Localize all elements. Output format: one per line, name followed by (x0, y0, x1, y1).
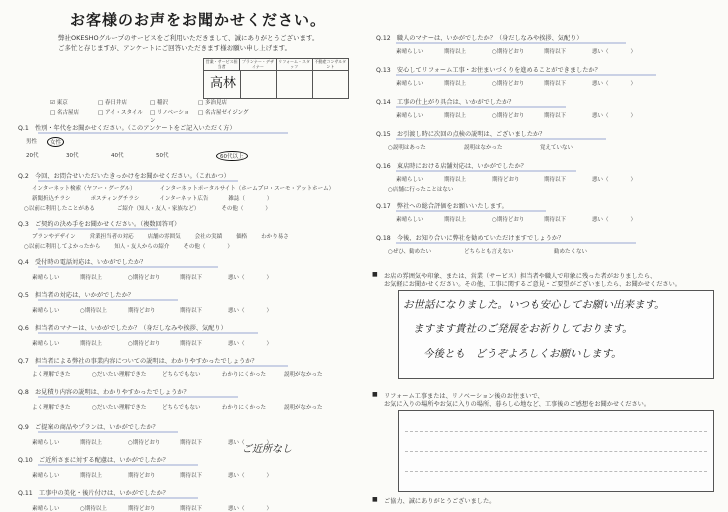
answer-option[interactable]: よく理解できた (32, 372, 71, 378)
answer-option[interactable]: 40代 (111, 153, 124, 159)
comment1-prompt-line1: お店の雰囲気や印象、または、営業（サービス）担当者や職人で印象に残った者がおりましたら、 (384, 273, 657, 280)
answer-option[interactable]: その他（ ） (221, 206, 271, 212)
comment2-prompt-line2: お気に入りの場所やお気に入りの場所、暮らし心地など、工事後のご感想をお聞かせください。 (384, 401, 651, 408)
answer-option[interactable]: 20代 (26, 153, 39, 159)
staff-header-sales: 営業・サービス担当者 (204, 59, 240, 70)
answer-option-selected[interactable]: ○期待どおり (128, 275, 161, 281)
answer-option[interactable]: 悪い（ ） (592, 113, 637, 119)
intro-line-2: ご多忙と存じますが、アンケートにご回答いただきます様お願い申し上げます。 (58, 44, 292, 52)
answer-option-selected[interactable]: ○期待どおり (128, 341, 161, 347)
answer-option[interactable]: 悪い（ ） (228, 473, 273, 479)
answer-option[interactable]: 期待以下 (180, 341, 203, 347)
answer-option[interactable]: 男性 (26, 139, 38, 145)
store-option[interactable]: □ 名古屋店 (50, 110, 79, 116)
question-q16: Q.16 東店時における店舗対応は、いかがでしたか？ (376, 163, 527, 170)
answer-option[interactable]: わかりにくかった (222, 405, 267, 411)
answer-option[interactable]: 期待どおり (128, 506, 156, 512)
answer-option[interactable]: 悪い（ ） (228, 440, 273, 446)
bullet-square: ■ (372, 496, 378, 503)
answer-option[interactable]: 期待以下 (180, 308, 203, 314)
answer-option[interactable]: 期待どおり (128, 308, 156, 314)
answer-option[interactable]: 悪い（ ） (228, 506, 273, 512)
answer-option[interactable]: 素晴らしい (32, 275, 60, 281)
answer-option[interactable]: インターネット検索（ヤフー・グーグル） (32, 186, 136, 192)
store-option[interactable]: □ アイ・スタイル (98, 110, 143, 116)
staff-header-estate: 不動産コンサルタント (314, 59, 347, 69)
left-question-column (18, 123, 363, 512)
answer-option-selected[interactable]: ○以前に利用したことがある (24, 206, 95, 212)
comment1-prompt-line2: お気軽にお聞かせください。その他、工事に関するご意見・ご要望がございましたら、お聞かせください。 (384, 281, 681, 288)
question-q6: Q.6 担当者のマナーは、いかがでしたか？（身だしなみや挨拶、気配り） (18, 325, 227, 332)
answer-option-selected[interactable]: ○説明はあった (388, 145, 426, 151)
question-q2: Q.2 今回、お問合せいただいたきっかけをお聞かせください。（これかつ） (18, 173, 230, 180)
answer-option[interactable]: 営業担当者の対応 (89, 234, 134, 240)
answer-option[interactable]: ポスティングチラシ (90, 196, 140, 202)
question-q9: Q.9 ご提案の商品やプランは、いかがでしたか？ (18, 424, 159, 431)
comment1-handwritten-line1: お世話になりました。いつも安心してお願い出来ます。 (403, 299, 665, 311)
question-q8: Q.8 お見積り内容の説明は、わかりやすかったでしょうか？ (18, 389, 190, 396)
question-q1: Q.1 性別・年代をお聞かせください。（このアンケートをご記入いただく方） (18, 125, 236, 132)
store-option[interactable]: □ 名古屋ゼイジング (198, 110, 249, 116)
question-q4: Q.4 受付時の電話対応は、いかがでしたか？ (18, 259, 147, 266)
question-q18: Q.18 今後、お知り合いに弊社を勧めていただけますでしょうか？ (376, 235, 565, 242)
answer-option[interactable]: 素晴らしい (396, 49, 424, 55)
footer-thanks: ご協力、誠にありがとうございました。 (384, 498, 496, 505)
comment1-textarea[interactable] (398, 290, 714, 379)
answer-option-selected[interactable]: ○ぜひ、勧めたい (388, 249, 432, 255)
answer-option[interactable]: 悪い（ ） (592, 217, 637, 223)
page-title: お客様のお声をお聞かせください。 (70, 11, 327, 29)
answer-option-selected[interactable]: ○期待どおり (492, 113, 525, 119)
store-option[interactable]: □ 多治見店 (198, 100, 227, 106)
answer-option[interactable]: 期待以上 (80, 473, 103, 479)
right-question-column (376, 33, 721, 255)
answer-option[interactable]: 説明がなかった (284, 405, 323, 411)
answer-option[interactable]: 悪い（ ） (592, 81, 637, 87)
store-option[interactable]: □ 春日井店 (98, 100, 127, 106)
question-q17: Q.17 弊社への総合評価をお願いいたします。 (376, 203, 508, 210)
answer-option[interactable]: 悪い（ ） (228, 275, 273, 281)
answer-option[interactable]: 新聞折込チラシ (32, 196, 71, 202)
answer-option[interactable]: 50代 (156, 153, 169, 159)
comment2-textarea[interactable] (398, 410, 714, 492)
store-option[interactable]: □ 稲沢 (150, 100, 168, 106)
answer-option[interactable]: 期待以下 (544, 49, 567, 55)
answer-option[interactable]: どちらでもない (162, 372, 201, 378)
answer-option[interactable]: 店舗の雰囲気 (147, 234, 181, 240)
q10-handwritten-note: ご近所なし (242, 444, 292, 455)
answer-option[interactable]: どちらでもない (162, 405, 201, 411)
answer-option[interactable]: 期待以上 (80, 440, 103, 446)
answer-option[interactable]: 素晴らしい (396, 113, 424, 119)
answer-option[interactable]: 悪い（ ） (228, 341, 273, 347)
answer-option[interactable]: 期待以下 (544, 177, 567, 183)
answer-option[interactable]: 期待どおり (492, 177, 520, 183)
store-option[interactable]: □ リノベーション (150, 110, 190, 124)
answer-option[interactable]: その他（ ） (183, 244, 233, 250)
answer-option-selected[interactable]: ○期待以上 (80, 506, 107, 512)
answer-option[interactable]: わかり易さ (261, 234, 289, 240)
answer-option[interactable]: わかりにくかった (222, 372, 267, 378)
answer-option[interactable]: 知人・友人からの紹介 (114, 244, 170, 250)
question-q15: Q.15 お引渡し時に次回の点検の説明は、ございましたか？ (376, 131, 546, 138)
staff-name-handwritten: 高林 (210, 76, 237, 91)
answer-option[interactable]: 悪い（ ） (228, 308, 273, 314)
answer-option-selected[interactable]: 60代以上 (216, 151, 248, 161)
answer-option[interactable]: 期待どおり (128, 473, 156, 479)
answer-option[interactable]: 期待以下 (180, 506, 203, 512)
question-q10: Q.10 ご近所さまに対する配慮は、いかがでしたか？ (18, 457, 169, 464)
answer-option[interactable]: 勧めたくない (554, 249, 588, 255)
answer-option[interactable]: 期待以下 (180, 473, 203, 479)
answer-option[interactable]: 素晴らしい (32, 440, 60, 446)
answer-option[interactable]: どちらとも言えない (464, 249, 514, 255)
answer-option[interactable]: 期待以下 (544, 113, 567, 119)
question-q7: Q.7 担当者による弊社の事業内容についての説明は、わかりやすかったでしょうか？ (18, 358, 258, 365)
answer-option[interactable]: 悪い（ ） (592, 177, 637, 183)
answer-option[interactable]: 素晴らしい (396, 81, 424, 87)
answer-option[interactable]: 素晴らしい (32, 473, 60, 479)
answer-option-selected[interactable]: ○期待どおり (128, 440, 161, 446)
answer-option-selected[interactable]: ○期待どおり (492, 81, 525, 87)
answer-option-selected[interactable]: ○期待どおり (492, 217, 525, 223)
answer-option[interactable]: 価格 (236, 234, 248, 240)
answer-option[interactable]: ご紹介（知人・友人・家族など） (116, 206, 200, 212)
answer-option[interactable]: 期待以上 (80, 341, 103, 347)
answer-option-selected[interactable]: ○以前に利用してよかったから (24, 244, 101, 250)
answer-option-selected[interactable]: ○だいたい理解できた (92, 372, 147, 378)
answer-option[interactable]: 期待以上 (444, 49, 467, 55)
answer-option[interactable]: 素晴らしい (32, 308, 60, 314)
answer-option-selected[interactable]: ○だいたい理解できた (92, 405, 147, 411)
staff-header-reform: リフォーム・スタッフ (277, 59, 313, 70)
comment2-prompt-line1: リフォーム工事または、リノベーション後のお住まいで、 (384, 393, 544, 400)
question-q14: Q.14 工事の仕上がり具合は、いかがでしたか？ (376, 99, 515, 106)
answer-option[interactable]: 30代 (66, 153, 79, 159)
answer-option[interactable]: 覚えていない (540, 145, 574, 151)
answer-option[interactable]: 期待以上 (444, 81, 467, 87)
comment1-handwritten-line2: ますます貴社のご発展をお祈りしております。 (413, 323, 633, 335)
answer-option[interactable]: インターネット広告 (159, 196, 209, 202)
answer-option[interactable]: 説明がなかった (284, 372, 323, 378)
answer-option[interactable]: プランやデザイン (32, 234, 76, 240)
answer-option-selected[interactable]: ○店舗に行ったことはない (388, 187, 454, 193)
answer-option[interactable]: 会社の実績 (194, 234, 223, 240)
intro-line-1: 弊社OKESHOグループのサービスをご利用いただきまして、誠にありがとうございます。 (58, 34, 319, 42)
answer-option[interactable]: 説明はなかった (464, 145, 503, 151)
answer-option[interactable]: 期待以上 (444, 217, 467, 223)
store-list (50, 98, 258, 124)
answer-option-selected[interactable]: ○期待以上 (80, 308, 107, 314)
answer-option[interactable]: 素晴らしい (32, 341, 60, 347)
question-q12: Q.12 職人のマナーは、いかがでしたか？（身だしなみや挨拶、気配り） (376, 35, 583, 42)
question-q13: Q.13 安心してリフォーム工事・お住まいづくりを進めることができましたか？ (376, 67, 601, 74)
comment1-handwritten-line3: 今後とも どうぞよろしくお願いします。 (423, 348, 622, 360)
staff-table (203, 58, 349, 99)
answer-option[interactable]: 期待以下 (544, 217, 567, 223)
answer-option[interactable]: 期待以下 (180, 275, 203, 281)
answer-option[interactable]: 期待以下 (180, 440, 203, 446)
answer-option[interactable]: 期待以下 (544, 81, 567, 87)
answer-option[interactable]: 期待以上 (444, 177, 467, 183)
question-q5: Q.5 担当者の対応は、いかがでしたか？ (18, 292, 134, 299)
answer-option[interactable]: 素晴らしい (396, 177, 424, 183)
answer-option-selected[interactable]: ○期待どおり (492, 49, 525, 55)
answer-option[interactable]: 期待以上 (80, 275, 103, 281)
answer-option[interactable]: 雑誌（ ） (228, 196, 273, 202)
answer-option[interactable]: よく理解できた (32, 405, 71, 411)
question-q3: Q.3 ご契約の決め手をお聞かせください。（複数回答可） (18, 221, 181, 228)
bullet-square: ■ (372, 391, 378, 398)
question-q11: Q.11 工事中の美化・後片付けは、いかがでしたか？ (18, 490, 169, 497)
bullet-square: ■ (372, 271, 378, 278)
answer-option-selected[interactable]: 女性 (47, 137, 64, 147)
answer-option[interactable]: 素晴らしい (396, 217, 424, 223)
answer-option[interactable]: インターネットポータルサイト（ホームプロ・スーモ・アットホーム） (159, 186, 335, 192)
answer-option[interactable]: 素晴らしい (32, 506, 60, 512)
answer-option[interactable]: 期待以上 (444, 113, 467, 119)
store-option[interactable]: ☑ 東京 (50, 100, 68, 106)
answer-option[interactable]: 悪い（ ） (592, 49, 637, 55)
staff-header-planner: プランナー・デザイナー (240, 59, 276, 70)
